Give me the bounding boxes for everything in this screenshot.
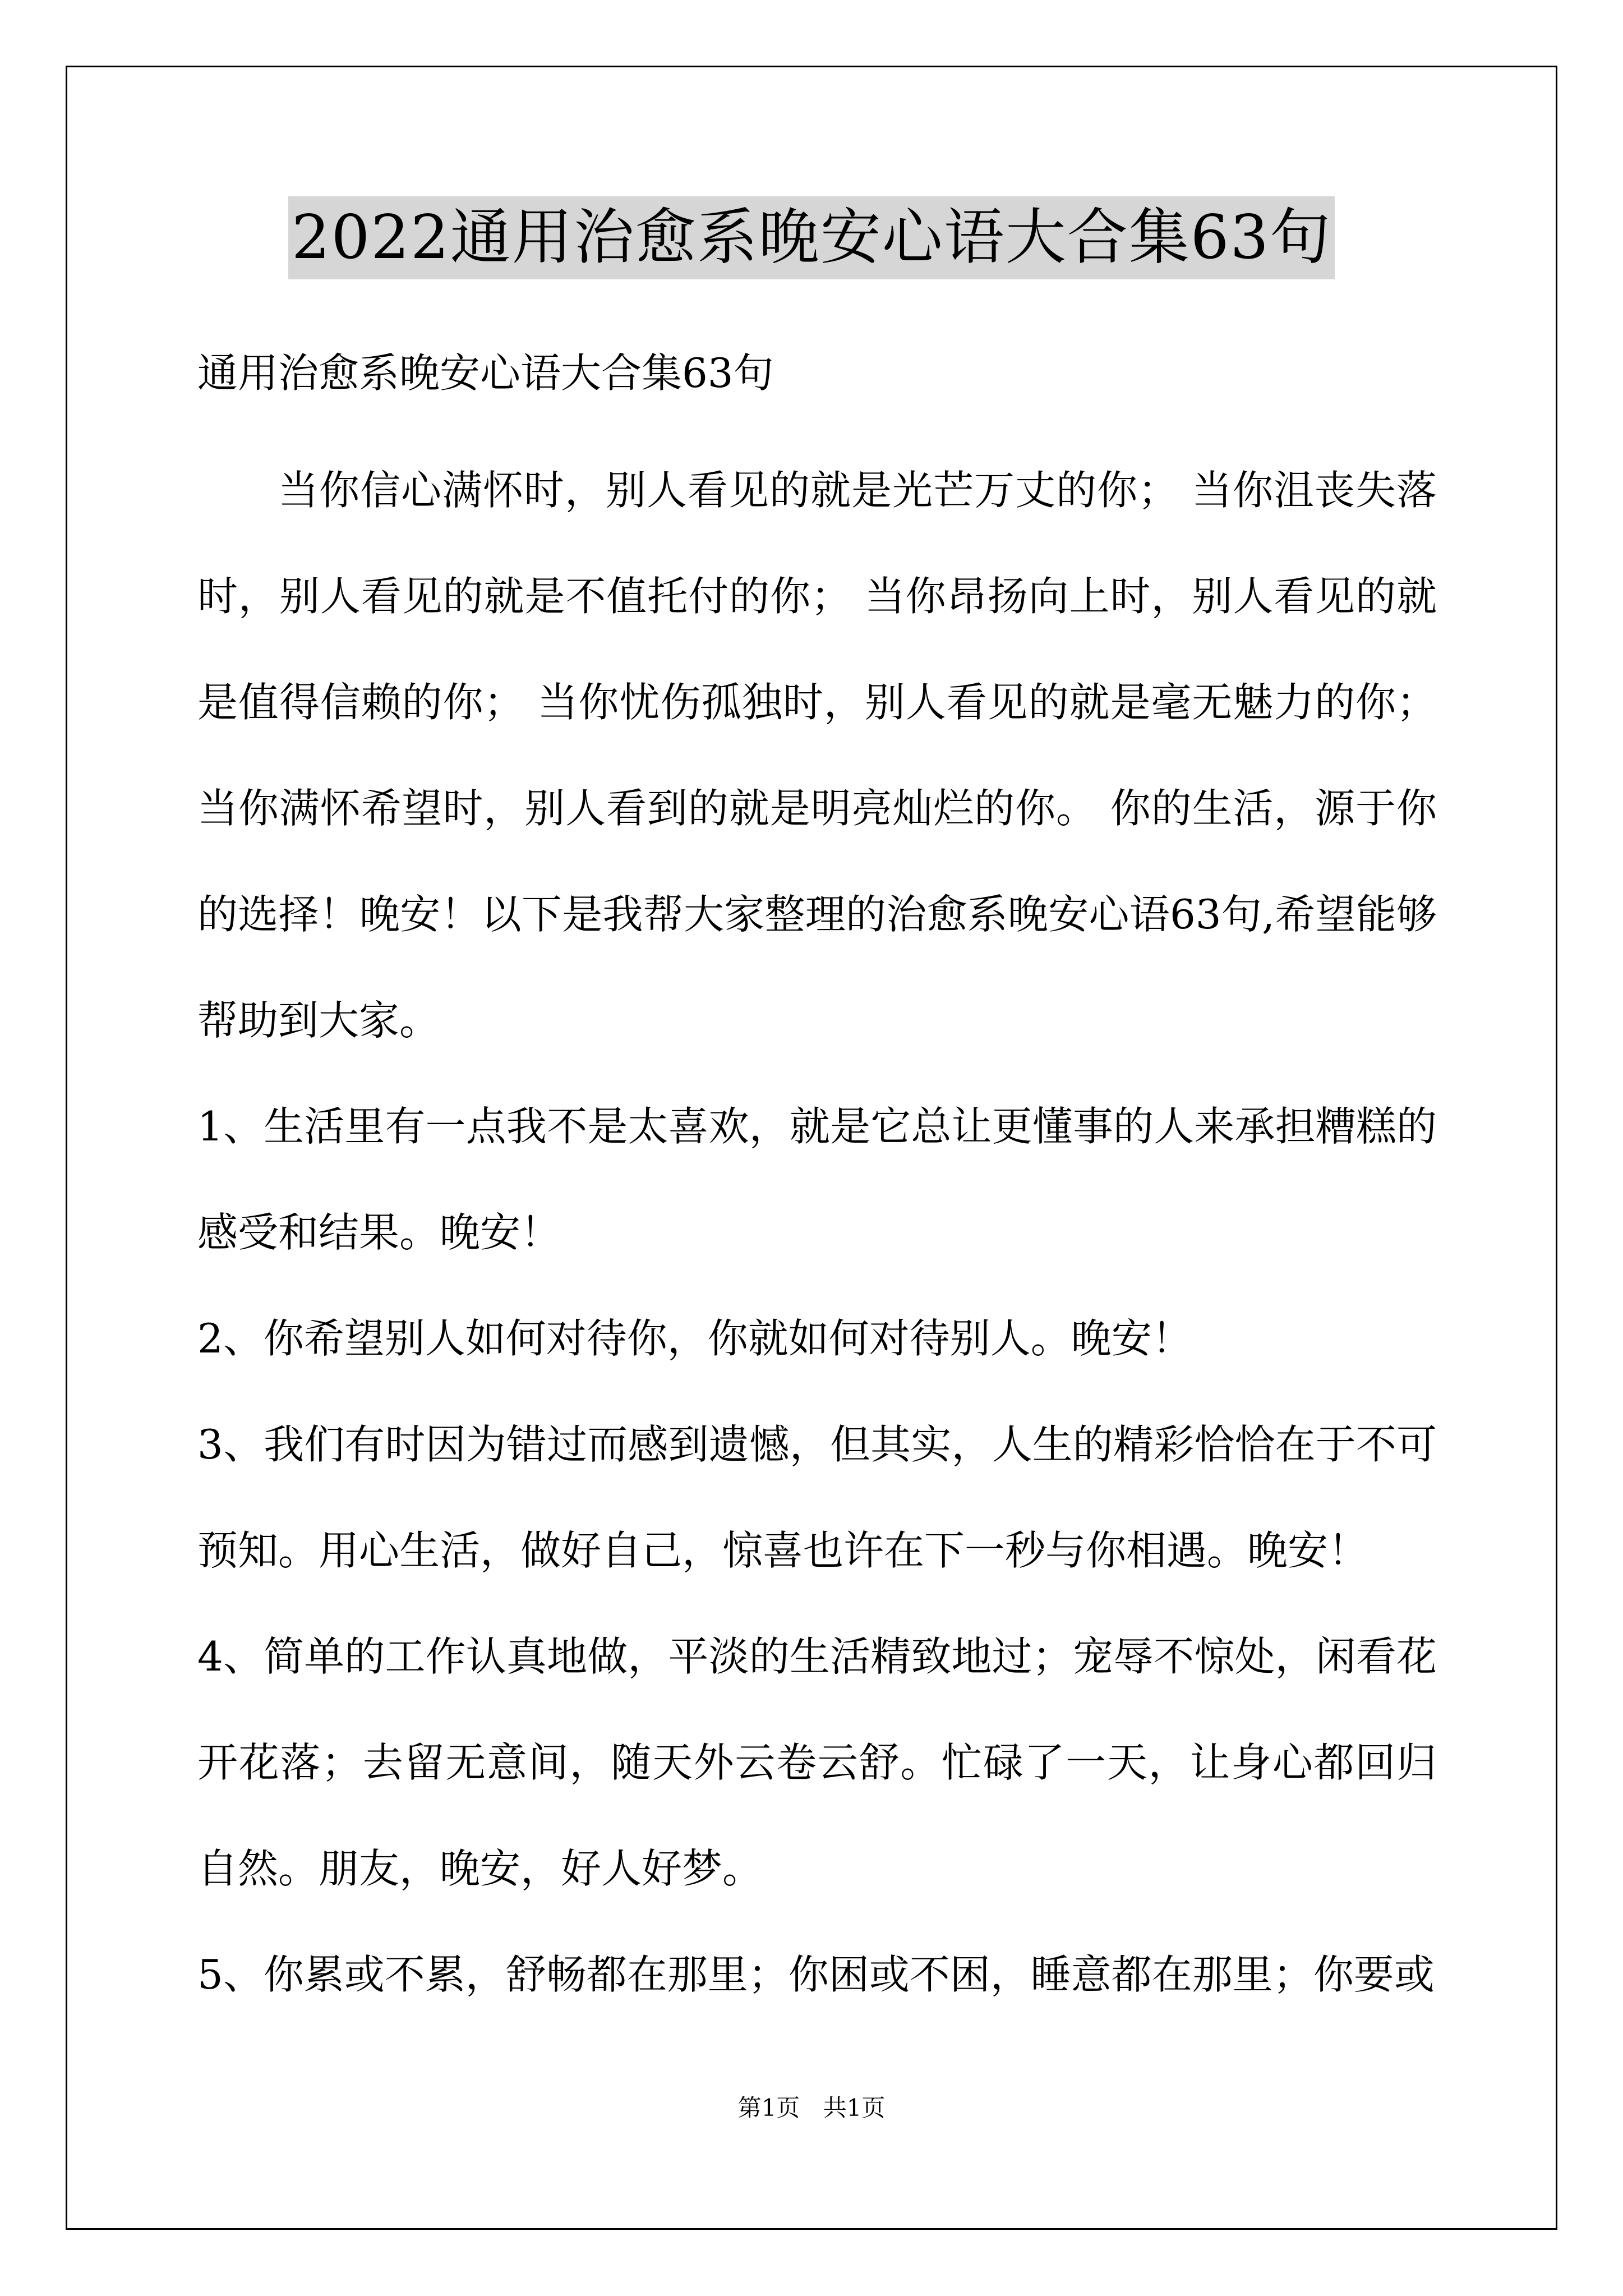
list-item: 5、你累或不累，舒畅都在那里；你困或不困，睡意都在那里；你要或 xyxy=(197,1951,1435,1998)
document-body xyxy=(197,342,1437,2028)
list-item: 3、我们有时因为错过而感到遗憾，但其实，人生的精彩恰恰在于不可预知。用心生活，做好自己，惊喜也许在下一秒与你相遇。晚安！ xyxy=(197,1421,1437,1574)
list-item: 1、生活里有一点我不是太喜欢，就是它总让更懂事的人来承担糟糕的感受和结果。晚安！ xyxy=(197,1103,1437,1256)
intro-paragraph: 当你信心满怀时，别人看见的就是光芒万丈的你； 当你沮丧失落时，别人看见的就是不值托付的你； 当你昂扬向上时，别人看见的就是值得信赖的你； 当你忧伤孤独时，别人看见的就是毫无魅力的你；当你满怀希望时，别人看到的就是明亮灿烂的你。 你的生活，源于你的选择！晚安！以下是我帮大家整理的治愈系晚安心语63句,希望能够帮助到大家。 xyxy=(197,467,1437,1044)
page-number: 第1页 xyxy=(737,2094,800,2122)
document-title: 2022通用治愈系晚安心语大合集63句 xyxy=(288,196,1335,279)
list-item: 4、简单的工作认真地做，平淡的生活精致地过；宠辱不惊处，闲看花开花落；去留无意间，随天外云卷云舒。忙碌了一天，让身心都回归自然。朋友，晚安，好人好梦。 xyxy=(197,1633,1437,1892)
page-total: 共1页 xyxy=(823,2094,886,2122)
title-container xyxy=(0,196,1623,279)
page-footer xyxy=(0,2091,1623,2125)
list-item: 2、你希望别人如何对待你，你就如何对待别人。晚安！ xyxy=(197,1315,1192,1362)
document-subtitle: 通用治愈系晚安心语大合集63句 xyxy=(197,349,774,397)
